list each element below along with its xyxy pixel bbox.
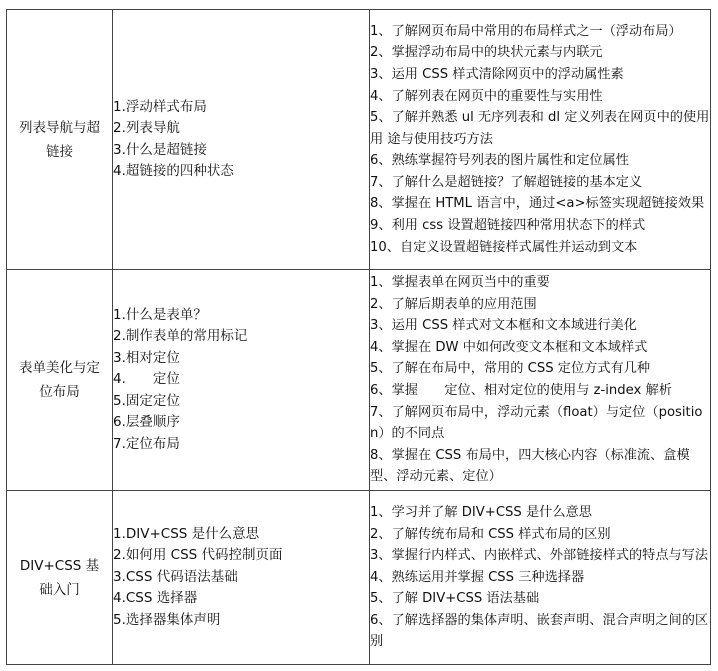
goal-item: 3、掌握行内样式、内嵌样式、外部链接样式的特点与写法 — [370, 548, 709, 564]
goal-item: 2、了解传统布局和 CSS 样式布局的区别 — [370, 526, 611, 542]
outline-item: 1.DIV+CSS 是什么意思 — [113, 525, 260, 542]
outline-item: 1.什么是表单？ — [113, 306, 207, 323]
topic-cell — [7, 270, 113, 491]
outline-item: 3.什么是超链接 — [113, 141, 207, 158]
goal-item: 1、了解网页布局中常用的布局样式之一（浮动布局） — [370, 23, 682, 39]
goals-cell — [370, 10, 711, 270]
outline-item: 6.层叠顺序 — [113, 414, 180, 431]
goal-item: 6、熟练掌握符号列表的图片属性和定位属性 — [370, 153, 629, 169]
topic-cell — [7, 491, 113, 665]
goal-item: 7、了解什么是超链接？了解超链接的基本定义 — [370, 174, 643, 190]
outline-item: 3.相对定位 — [113, 349, 180, 366]
outline-item: 2.制作表单的常用标记 — [113, 328, 248, 345]
goal-item: 7、了解网页布局中，浮动元素（float）与定位（position）的不同点 — [370, 404, 703, 442]
outline-item: 2.如何用 CSS 代码控制页面 — [113, 547, 283, 564]
goal-item: 2、了解后期表单的应用范围 — [370, 296, 537, 312]
outline-cell — [113, 270, 370, 491]
topic-label: 表单美化与定位布局 — [19, 360, 100, 400]
goals-cell — [370, 491, 711, 665]
goal-item: 5、了解并熟悉 ul 无序列表和 dl 定义列表在网页中的使用用 途与使用技巧方法 — [370, 110, 710, 147]
outline-item: 3.CSS 代码语法基础 — [113, 568, 238, 585]
curriculum-table — [6, 9, 711, 665]
outline-item: 4.超链接的四种状态 — [113, 163, 234, 179]
goal-item: 1、学习并了解 DIV+CSS 是什么意思 — [370, 504, 592, 520]
outline-item: 2.列表导航 — [113, 120, 180, 136]
table-row — [7, 270, 711, 491]
goal-item: 8、掌握在 CSS 布局中，四大核心内容（标准流、盒模型、浮动元素、定位） — [370, 447, 690, 485]
outline-item: 5.选择器集体声明 — [113, 611, 221, 628]
goal-item: 8、掌握在 HTML 语言中，通过<a>标签实现超链接效果 — [370, 196, 705, 212]
outline-item: 4.CSS 选择器 — [113, 590, 198, 607]
goal-item: 1、掌握表单在网页当中的重要 — [370, 275, 550, 291]
topic-label: 列表导航与超链接 — [19, 119, 100, 160]
goal-item: 4、掌握在 DW 中如何改变文本框和文本域样式 — [370, 339, 648, 355]
table-row — [7, 10, 711, 270]
outline-item: 5.固定定位 — [113, 392, 180, 409]
goal-item: 3、运用 CSS 样式清除网页中的浮动属性素 — [370, 66, 624, 82]
outline-item: 7.定位布局 — [113, 435, 180, 452]
goal-item: 6、了解选择器的集体声明、嵌套声明、混合声明之间的区别 — [370, 612, 709, 650]
goal-item: 2、掌握浮动布局中的块状元素与内联元 — [370, 45, 603, 61]
goal-item: 5、了解在布局中，常用的 CSS 定位方式有几种 — [370, 361, 651, 377]
goal-item: 5、了解 DIV+CSS 语法基础 — [370, 591, 540, 607]
outline-cell — [113, 491, 370, 665]
goal-item: 6、掌握 定位、相对定位的使用与 z-index 解析 — [370, 383, 672, 398]
goals-cell — [370, 270, 711, 491]
outline-cell — [113, 10, 370, 270]
goal-item: 10、自定义设置超链接样式属性并运动到文本 — [370, 239, 638, 255]
goal-item: 3、运用 CSS 样式对文本框和文本域进行美化 — [370, 318, 637, 334]
goal-item: 4、熟练运用并掌握 CSS 三种选择器 — [370, 569, 585, 585]
goal-item: 9、利用 css 设置超链接四种常用状态下的样式 — [370, 218, 646, 234]
outline-item: 1.浮动样式布局 — [113, 98, 207, 115]
goal-item: 4、了解列表在网页中的重要性与实用性 — [370, 88, 603, 104]
table-row — [7, 491, 711, 665]
outline-item: 4. 定位 — [113, 371, 180, 388]
topic-label: DIV+CSS 基础入门 — [19, 557, 100, 598]
topic-cell — [7, 10, 113, 270]
